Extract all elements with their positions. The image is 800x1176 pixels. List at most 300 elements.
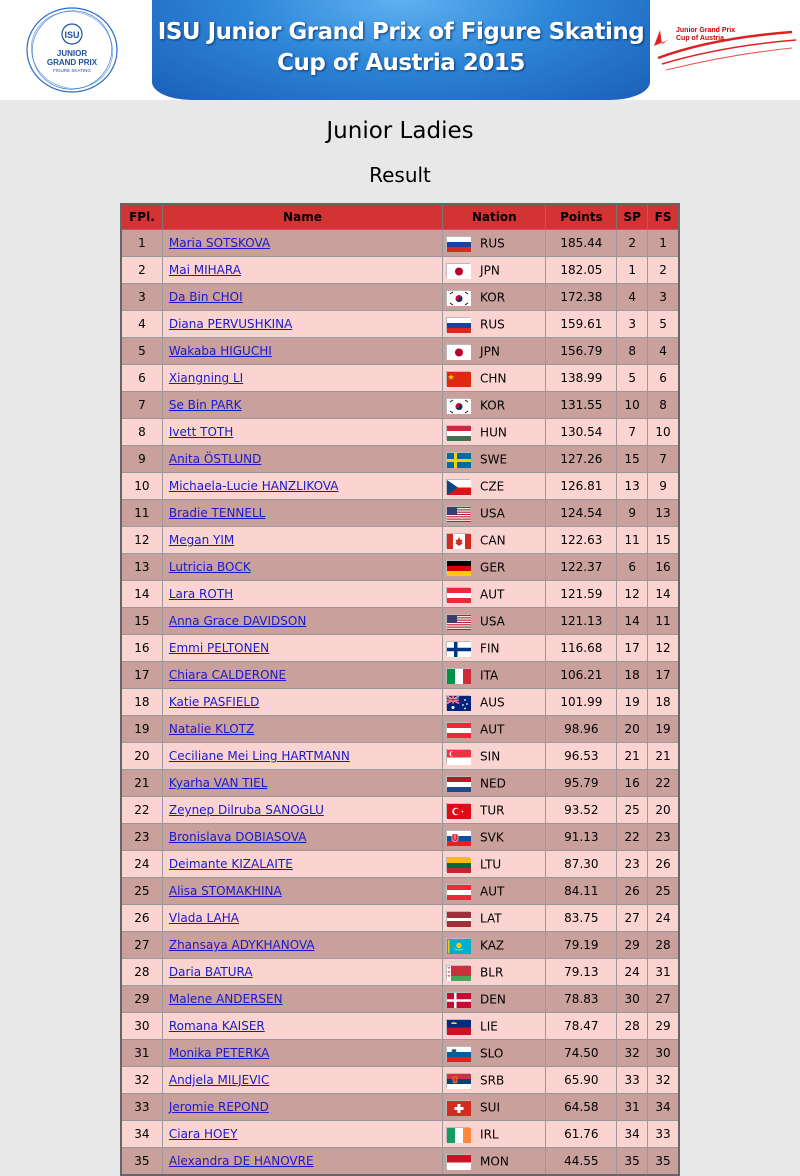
cell-nation	[443, 743, 546, 770]
skater-link[interactable]: Michaela-Lucie HANZLIKOVA	[168, 479, 339, 493]
cell-name	[162, 716, 442, 743]
skater-link[interactable]: Jeromie REPOND	[168, 1100, 269, 1114]
cell-name	[162, 1121, 442, 1148]
nation-code: AUT	[480, 587, 505, 601]
cell-fs: 23	[648, 824, 679, 851]
cell-fs: 33	[648, 1121, 679, 1148]
cell-sp: 12	[617, 581, 648, 608]
cell-fs: 30	[648, 1040, 679, 1067]
event-banner	[0, 0, 800, 100]
cell-nation	[443, 473, 546, 500]
skater-link[interactable]: Zhansaya ADYKHANOVA	[168, 938, 315, 952]
cell-name	[162, 986, 442, 1013]
cell-fpl: 24	[121, 851, 162, 878]
nation-code: KOR	[480, 290, 506, 304]
skater-link[interactable]: Diana PERVUSHKINA	[168, 317, 293, 331]
cell-fpl: 8	[121, 419, 162, 446]
cell-name	[162, 1040, 442, 1067]
aut-flag-icon	[446, 587, 470, 602]
cell-name	[162, 932, 442, 959]
nation-code: HUN	[480, 425, 507, 439]
skater-link[interactable]: Bradie TENNELL	[168, 506, 266, 520]
cell-sp: 18	[617, 662, 648, 689]
cell-fpl: 14	[121, 581, 162, 608]
nation-code: NED	[480, 776, 506, 790]
cell-name	[162, 392, 442, 419]
skater-link[interactable]: Alexandra DE HANOVRE	[168, 1154, 314, 1168]
table-row	[121, 419, 679, 446]
cell-name	[162, 905, 442, 932]
table-row	[121, 1121, 679, 1148]
logo-right-text-2: Cup of Austria	[676, 35, 724, 42]
cell-fpl: 13	[121, 554, 162, 581]
nation-code: SWE	[480, 452, 508, 466]
nation-code: DEN	[480, 992, 506, 1006]
cell-sp: 5	[617, 365, 648, 392]
cell-name	[162, 770, 442, 797]
nation-code: FIN	[480, 641, 500, 655]
cell-fs: 8	[648, 392, 679, 419]
sui-flag-icon	[446, 1100, 470, 1115]
nation-code: LTU	[480, 857, 502, 871]
cell-nation	[443, 230, 546, 257]
table-row	[121, 662, 679, 689]
cell-nation	[443, 878, 546, 905]
cell-points: 44.55	[546, 1148, 617, 1176]
cell-fpl: 31	[121, 1040, 162, 1067]
table-row	[121, 527, 679, 554]
jpn-flag-icon	[446, 344, 470, 359]
cell-fs: 6	[648, 365, 679, 392]
cell-fpl: 10	[121, 473, 162, 500]
can-flag-icon	[446, 533, 470, 548]
cell-name	[162, 446, 442, 473]
cell-fpl: 1	[121, 230, 162, 257]
sin-flag-icon	[446, 749, 470, 764]
table-row	[121, 365, 679, 392]
table-row	[121, 473, 679, 500]
category-title: Junior Ladies	[326, 118, 474, 144]
cell-name	[162, 635, 442, 662]
kor-flag-icon	[446, 398, 470, 413]
cell-fs: 20	[648, 797, 679, 824]
cell-fpl: 26	[121, 905, 162, 932]
rus-flag-icon	[446, 236, 470, 251]
cell-points: 91.13	[546, 824, 617, 851]
cell-fs: 18	[648, 689, 679, 716]
nation-code: AUT	[480, 884, 505, 898]
cell-fs: 32	[648, 1067, 679, 1094]
cell-fs: 12	[648, 635, 679, 662]
nation-code: JPN	[480, 344, 500, 358]
logo-left-text-1: ISU	[64, 30, 80, 40]
cell-name	[162, 365, 442, 392]
nation-code: IRL	[480, 1127, 499, 1141]
cell-name	[162, 257, 442, 284]
cze-flag-icon	[446, 479, 470, 494]
cell-points: 122.37	[546, 554, 617, 581]
cell-fs: 21	[648, 743, 679, 770]
table-row	[121, 635, 679, 662]
cell-sp: 29	[617, 932, 648, 959]
cell-fpl: 11	[121, 500, 162, 527]
skater-link[interactable]: Emmi PELTONEN	[168, 641, 270, 655]
cell-name	[162, 1013, 442, 1040]
cell-nation	[443, 662, 546, 689]
table-row	[121, 743, 679, 770]
aut-flag-icon	[446, 884, 470, 899]
skater-link[interactable]: Ivett TOTH	[168, 425, 234, 439]
ned-flag-icon	[446, 776, 470, 791]
table-row	[121, 554, 679, 581]
table-row	[121, 1148, 679, 1176]
cell-nation	[443, 1040, 546, 1067]
cell-points: 172.38	[546, 284, 617, 311]
cell-fs: 13	[648, 500, 679, 527]
fin-flag-icon	[446, 641, 470, 656]
table-row	[121, 230, 679, 257]
cell-points: 78.83	[546, 986, 617, 1013]
header-name: Name	[162, 204, 442, 230]
cell-nation	[443, 770, 546, 797]
cell-fs: 2	[648, 257, 679, 284]
isu-jgp-logo	[22, 4, 122, 96]
nation-code: SUI	[480, 1100, 500, 1114]
cell-fpl: 6	[121, 365, 162, 392]
cell-sp: 20	[617, 716, 648, 743]
cell-name	[162, 311, 442, 338]
cell-fs: 26	[648, 851, 679, 878]
table-row	[121, 797, 679, 824]
cell-sp: 10	[617, 392, 648, 419]
cell-fpl: 17	[121, 662, 162, 689]
nation-code: RUS	[480, 317, 505, 331]
ger-flag-icon	[446, 560, 470, 575]
header-points: Points	[546, 204, 617, 230]
skater-link[interactable]: Anita ÖSTLUND	[168, 452, 262, 466]
cell-points: 124.54	[546, 500, 617, 527]
nation-code: CZE	[480, 479, 505, 493]
skater-link[interactable]: Zeynep Dilruba SANOGLU	[168, 803, 324, 817]
table-row	[121, 500, 679, 527]
cell-fs: 24	[648, 905, 679, 932]
nation-code: BLR	[480, 965, 504, 979]
cell-nation	[443, 1121, 546, 1148]
table-row	[121, 689, 679, 716]
cell-fs: 4	[648, 338, 679, 365]
cell-fpl: 29	[121, 986, 162, 1013]
cell-sp: 15	[617, 446, 648, 473]
swe-flag-icon	[446, 452, 470, 467]
skater-link[interactable]: Mai MIHARA	[168, 263, 241, 277]
cell-fpl: 9	[121, 446, 162, 473]
cell-fs: 15	[648, 527, 679, 554]
cell-name	[162, 527, 442, 554]
cell-nation	[443, 797, 546, 824]
cell-fpl: 19	[121, 716, 162, 743]
cell-sp: 33	[617, 1067, 648, 1094]
cell-points: 121.13	[546, 608, 617, 635]
cell-sp: 24	[617, 959, 648, 986]
ita-flag-icon	[446, 668, 470, 683]
skater-link[interactable]: Katie PASFIELD	[168, 695, 260, 709]
aus-flag-icon	[446, 695, 470, 710]
cell-nation	[443, 500, 546, 527]
cell-nation	[443, 905, 546, 932]
chn-flag-icon	[446, 371, 470, 386]
skater-link[interactable]: Bronislava DOBIASOVA	[168, 830, 307, 844]
lat-flag-icon	[446, 911, 470, 926]
skater-link[interactable]: Megan YIM	[168, 533, 235, 547]
cell-points: 126.81	[546, 473, 617, 500]
skater-link[interactable]: Anna Grace DAVIDSON	[168, 614, 307, 628]
cell-sp: 30	[617, 986, 648, 1013]
cell-points: 61.76	[546, 1121, 617, 1148]
cell-nation	[443, 311, 546, 338]
cup-of-austria-logo	[652, 18, 798, 84]
nation-code: CHN	[480, 371, 507, 385]
cell-fpl: 32	[121, 1067, 162, 1094]
blr-flag-icon	[446, 965, 470, 980]
table-row	[121, 986, 679, 1013]
cell-fpl: 15	[121, 608, 162, 635]
cell-name	[162, 608, 442, 635]
skater-link[interactable]: Daria BATURA	[168, 965, 253, 979]
cell-nation	[443, 446, 546, 473]
cell-sp: 4	[617, 284, 648, 311]
table-row	[121, 446, 679, 473]
header-fs: FS	[648, 204, 679, 230]
cell-fs: 17	[648, 662, 679, 689]
skater-link[interactable]: Romana KAISER	[168, 1019, 265, 1033]
nation-code: ITA	[480, 668, 499, 682]
table-header-row	[121, 204, 679, 230]
cell-sp: 6	[617, 554, 648, 581]
nation-code: RUS	[480, 236, 505, 250]
table-row	[121, 608, 679, 635]
cell-sp: 21	[617, 743, 648, 770]
cell-fs: 19	[648, 716, 679, 743]
cell-name	[162, 284, 442, 311]
cell-name	[162, 1148, 442, 1176]
cell-fpl: 20	[121, 743, 162, 770]
cell-name	[162, 689, 442, 716]
cell-fpl: 7	[121, 392, 162, 419]
cell-fpl: 35	[121, 1148, 162, 1176]
cell-points: 78.47	[546, 1013, 617, 1040]
cell-fpl: 12	[121, 527, 162, 554]
cell-nation	[443, 365, 546, 392]
banner-title-line1: ISU Junior Grand Prix of Figure Skating	[157, 19, 645, 45]
cell-sp: 31	[617, 1094, 648, 1121]
cell-sp: 17	[617, 635, 648, 662]
skater-link[interactable]: Ceciliane Mei Ling HARTMANN	[168, 749, 350, 763]
cell-name	[162, 662, 442, 689]
cell-name	[162, 1094, 442, 1121]
nation-code: GER	[480, 560, 506, 574]
table-row	[121, 1040, 679, 1067]
table-row	[121, 1013, 679, 1040]
cell-points: 87.30	[546, 851, 617, 878]
skater-link[interactable]: Lara ROTH	[168, 587, 234, 601]
nation-code: USA	[480, 506, 505, 520]
segment-title: Result	[369, 163, 431, 187]
cell-fpl: 27	[121, 932, 162, 959]
cell-points: 101.99	[546, 689, 617, 716]
nation-code: LAT	[480, 911, 502, 925]
cell-sp: 7	[617, 419, 648, 446]
cell-points: 84.11	[546, 878, 617, 905]
usa-flag-icon	[446, 506, 470, 521]
skater-link[interactable]: Kyarha VAN TIEL	[168, 776, 268, 790]
cell-fs: 34	[648, 1094, 679, 1121]
skater-link[interactable]: Lutricia BOCK	[168, 560, 251, 574]
cell-nation	[443, 1013, 546, 1040]
cell-nation	[443, 392, 546, 419]
table-row	[121, 932, 679, 959]
cell-fpl: 4	[121, 311, 162, 338]
skater-link[interactable]: Da Bin CHOI	[168, 290, 243, 304]
cell-points: 79.19	[546, 932, 617, 959]
cell-name	[162, 473, 442, 500]
header-fpl: FPl.	[121, 204, 162, 230]
cell-name	[162, 1067, 442, 1094]
nation-code: SRB	[480, 1073, 505, 1087]
cell-sp: 26	[617, 878, 648, 905]
cell-points: 122.63	[546, 527, 617, 554]
skater-link[interactable]: Vlada LAHA	[168, 911, 239, 925]
cell-points: 98.96	[546, 716, 617, 743]
cell-sp: 23	[617, 851, 648, 878]
cell-nation	[443, 1094, 546, 1121]
skater-link[interactable]: Se Bin PARK	[168, 398, 242, 412]
cell-fpl: 2	[121, 257, 162, 284]
cell-points: 65.90	[546, 1067, 617, 1094]
nation-code: USA	[480, 614, 505, 628]
skater-link[interactable]: Maria SOTSKOVA	[168, 236, 271, 250]
cell-fpl: 33	[121, 1094, 162, 1121]
cell-nation	[443, 716, 546, 743]
skater-link[interactable]: Alisa STOMAKHINA	[168, 884, 282, 898]
cell-fs: 28	[648, 932, 679, 959]
cell-sp: 9	[617, 500, 648, 527]
skater-link[interactable]: Andjela MILJEVIC	[168, 1073, 270, 1087]
cell-fs: 14	[648, 581, 679, 608]
table-row	[121, 311, 679, 338]
nation-code: JPN	[480, 263, 500, 277]
cell-nation	[443, 689, 546, 716]
mon-flag-icon	[446, 1154, 470, 1169]
skater-link[interactable]: Chiara CALDERONE	[168, 668, 287, 682]
banner-title-box	[152, 0, 650, 100]
cell-fpl: 23	[121, 824, 162, 851]
cell-points: 116.68	[546, 635, 617, 662]
table-row	[121, 905, 679, 932]
cell-nation	[443, 851, 546, 878]
skater-link[interactable]: Xiangning LI	[168, 371, 244, 385]
cell-name	[162, 419, 442, 446]
cell-name	[162, 554, 442, 581]
nation-code: SLO	[480, 1046, 504, 1060]
cell-name	[162, 581, 442, 608]
lie-flag-icon	[446, 1019, 470, 1034]
cell-points: 130.54	[546, 419, 617, 446]
cell-sp: 14	[617, 608, 648, 635]
cell-fpl: 28	[121, 959, 162, 986]
banner-title-line2: Cup of Austria 2015	[277, 50, 525, 76]
cell-sp: 13	[617, 473, 648, 500]
table-row	[121, 878, 679, 905]
cell-name	[162, 230, 442, 257]
skater-link[interactable]: Ciara HOEY	[168, 1127, 238, 1141]
cell-sp: 32	[617, 1040, 648, 1067]
jpn-flag-icon	[446, 263, 470, 278]
cell-sp: 34	[617, 1121, 648, 1148]
den-flag-icon	[446, 992, 470, 1007]
cell-nation	[443, 1067, 546, 1094]
cell-sp: 16	[617, 770, 648, 797]
cell-points: 95.79	[546, 770, 617, 797]
cell-fs: 31	[648, 959, 679, 986]
skater-link[interactable]: Natalie KLOTZ	[168, 722, 255, 736]
cell-nation	[443, 419, 546, 446]
cell-sp: 28	[617, 1013, 648, 1040]
cell-sp: 8	[617, 338, 648, 365]
nation-code: MON	[480, 1154, 509, 1168]
skater-link[interactable]: Deimante KIZALAITE	[168, 857, 293, 871]
cell-fs: 25	[648, 878, 679, 905]
cell-fs: 3	[648, 284, 679, 311]
table-row	[121, 257, 679, 284]
cell-nation	[443, 554, 546, 581]
cell-nation	[443, 932, 546, 959]
nation-code: SVK	[480, 830, 504, 844]
nation-code: AUS	[480, 695, 505, 709]
cell-sp: 11	[617, 527, 648, 554]
table-row	[121, 851, 679, 878]
slo-flag-icon	[446, 1046, 470, 1061]
cell-nation	[443, 824, 546, 851]
skater-link[interactable]: Malene ANDERSEN	[168, 992, 283, 1006]
nation-code: CAN	[480, 533, 506, 547]
cell-fs: 22	[648, 770, 679, 797]
cell-name	[162, 851, 442, 878]
cell-points: 156.79	[546, 338, 617, 365]
aut-flag-icon	[446, 722, 470, 737]
cell-sp: 2	[617, 230, 648, 257]
cell-points: 127.26	[546, 446, 617, 473]
irl-flag-icon	[446, 1127, 470, 1142]
logo-left-text-4: FIGURE SKATING	[53, 68, 91, 73]
table-row	[121, 770, 679, 797]
cell-nation	[443, 608, 546, 635]
cell-fpl: 3	[121, 284, 162, 311]
cell-points: 138.99	[546, 365, 617, 392]
table-row	[121, 1094, 679, 1121]
hun-flag-icon	[446, 425, 470, 440]
nation-code: KOR	[480, 398, 506, 412]
cell-fpl: 5	[121, 338, 162, 365]
cell-fpl: 16	[121, 635, 162, 662]
nation-code: SIN	[480, 749, 501, 763]
skater-link[interactable]: Wakaba HIGUCHI	[168, 344, 272, 358]
cell-points: 96.53	[546, 743, 617, 770]
cell-fpl: 25	[121, 878, 162, 905]
cell-nation	[443, 338, 546, 365]
skater-link[interactable]: Monika PETERKA	[168, 1046, 270, 1060]
cell-points: 182.05	[546, 257, 617, 284]
cell-sp: 22	[617, 824, 648, 851]
